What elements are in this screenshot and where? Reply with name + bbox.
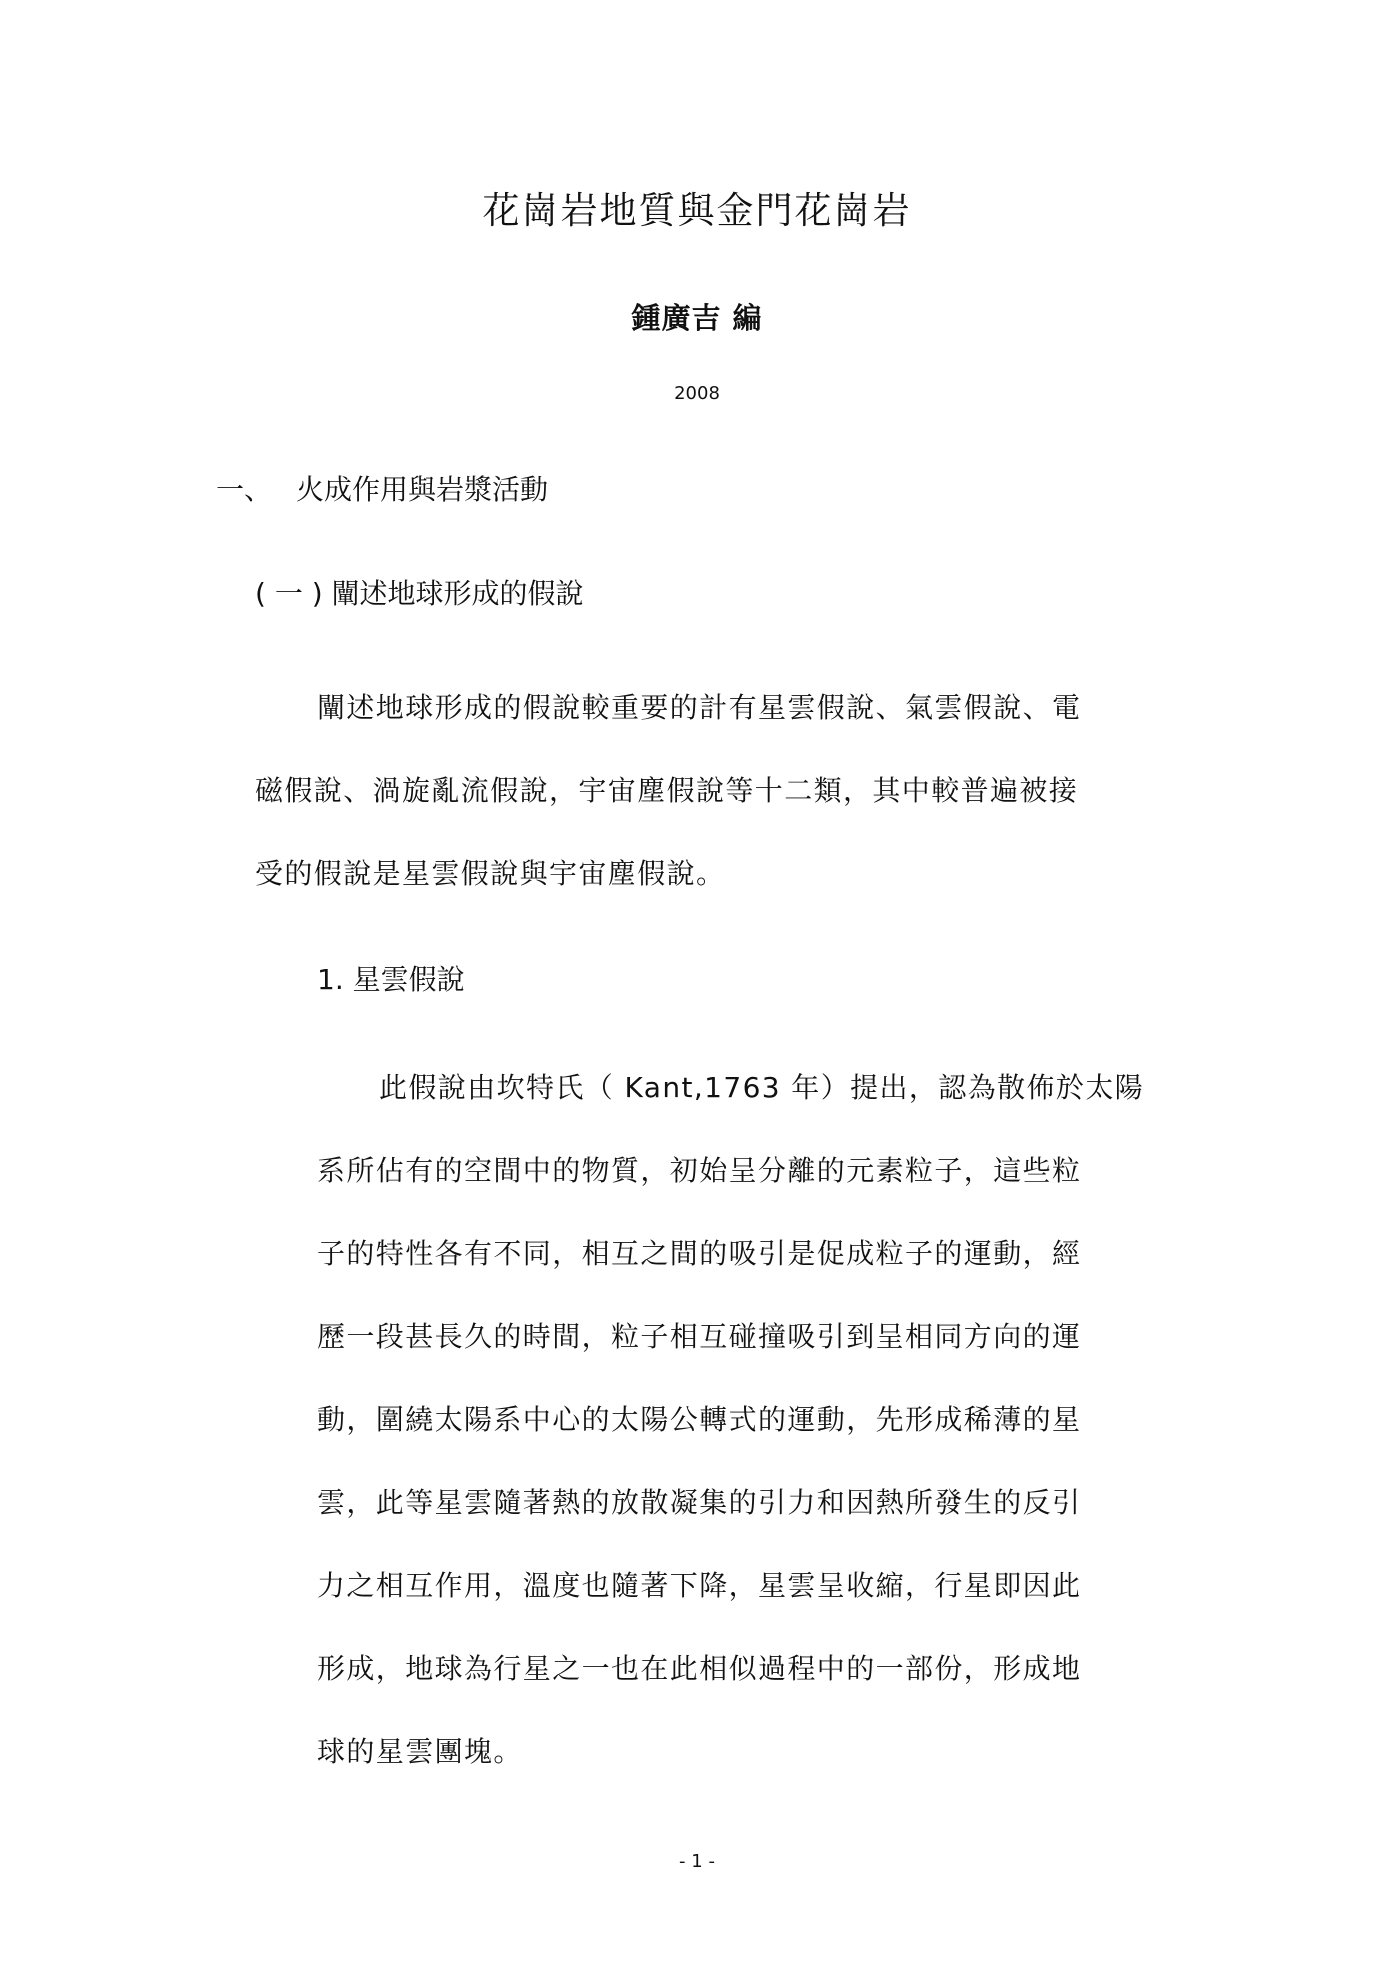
paragraph-line: 雲，此等星雲隨著熱的放散凝集的引力和因熱所發生的反引 [317, 1486, 1082, 1519]
paragraph-line: 球的星雲團塊。 [317, 1735, 523, 1768]
subsection-heading: ( 一 ) 闡述地球形成的假說 [255, 577, 584, 610]
item-heading: 1. 星雲假說 [317, 963, 465, 996]
document-author: 鍾廣吉 編 [631, 301, 763, 335]
section-title: 火成作用與岩漿活動 [296, 473, 549, 506]
document-year: 2008 [674, 383, 720, 404]
paragraph-line: 力之相互作用，溫度也隨著下降，星雲呈收縮，行星即因此 [317, 1569, 1082, 1602]
document-title: 花崗岩地質與金門花崗岩 [482, 189, 912, 232]
paragraph-line: 闡述地球形成的假說較重要的計有星雲假說、氣雲假說、電 [317, 691, 1082, 724]
page-number: - 1 - [679, 1851, 715, 1872]
paragraph-line: 受的假說是星雲假說與宇宙塵假說。 [255, 857, 726, 890]
paragraph-line: 磁假說、渦旋亂流假說，宇宙塵假說等十二類，其中較普遍被接 [255, 774, 1079, 807]
paragraph-line: 系所佔有的空間中的物質，初始呈分離的元素粒子，這些粒 [317, 1154, 1082, 1187]
section-number: 一、 [216, 473, 273, 506]
section-heading [216, 470, 548, 510]
paragraph-intro [255, 666, 1081, 915]
paragraph-line: 此假說由坎特氏（ Kant,1763 年）提出，認為散佈於太陽 [379, 1071, 1145, 1104]
paragraph-line: 動，圍繞太陽系中心的太陽公轉式的運動，先形成稀薄的星 [317, 1403, 1082, 1436]
paragraph-line: 歷一段甚長久的時間，粒子相互碰撞吸引到呈相同方向的運 [317, 1320, 1082, 1353]
paragraph-line: 形成，地球為行星之一也在此相似過程中的一部份，形成地 [317, 1652, 1082, 1685]
paragraph-line: 子的特性各有不同，相互之間的吸引是促成粒子的運動，經 [317, 1237, 1082, 1270]
paragraph-nebular-hypothesis [317, 1046, 1144, 1793]
